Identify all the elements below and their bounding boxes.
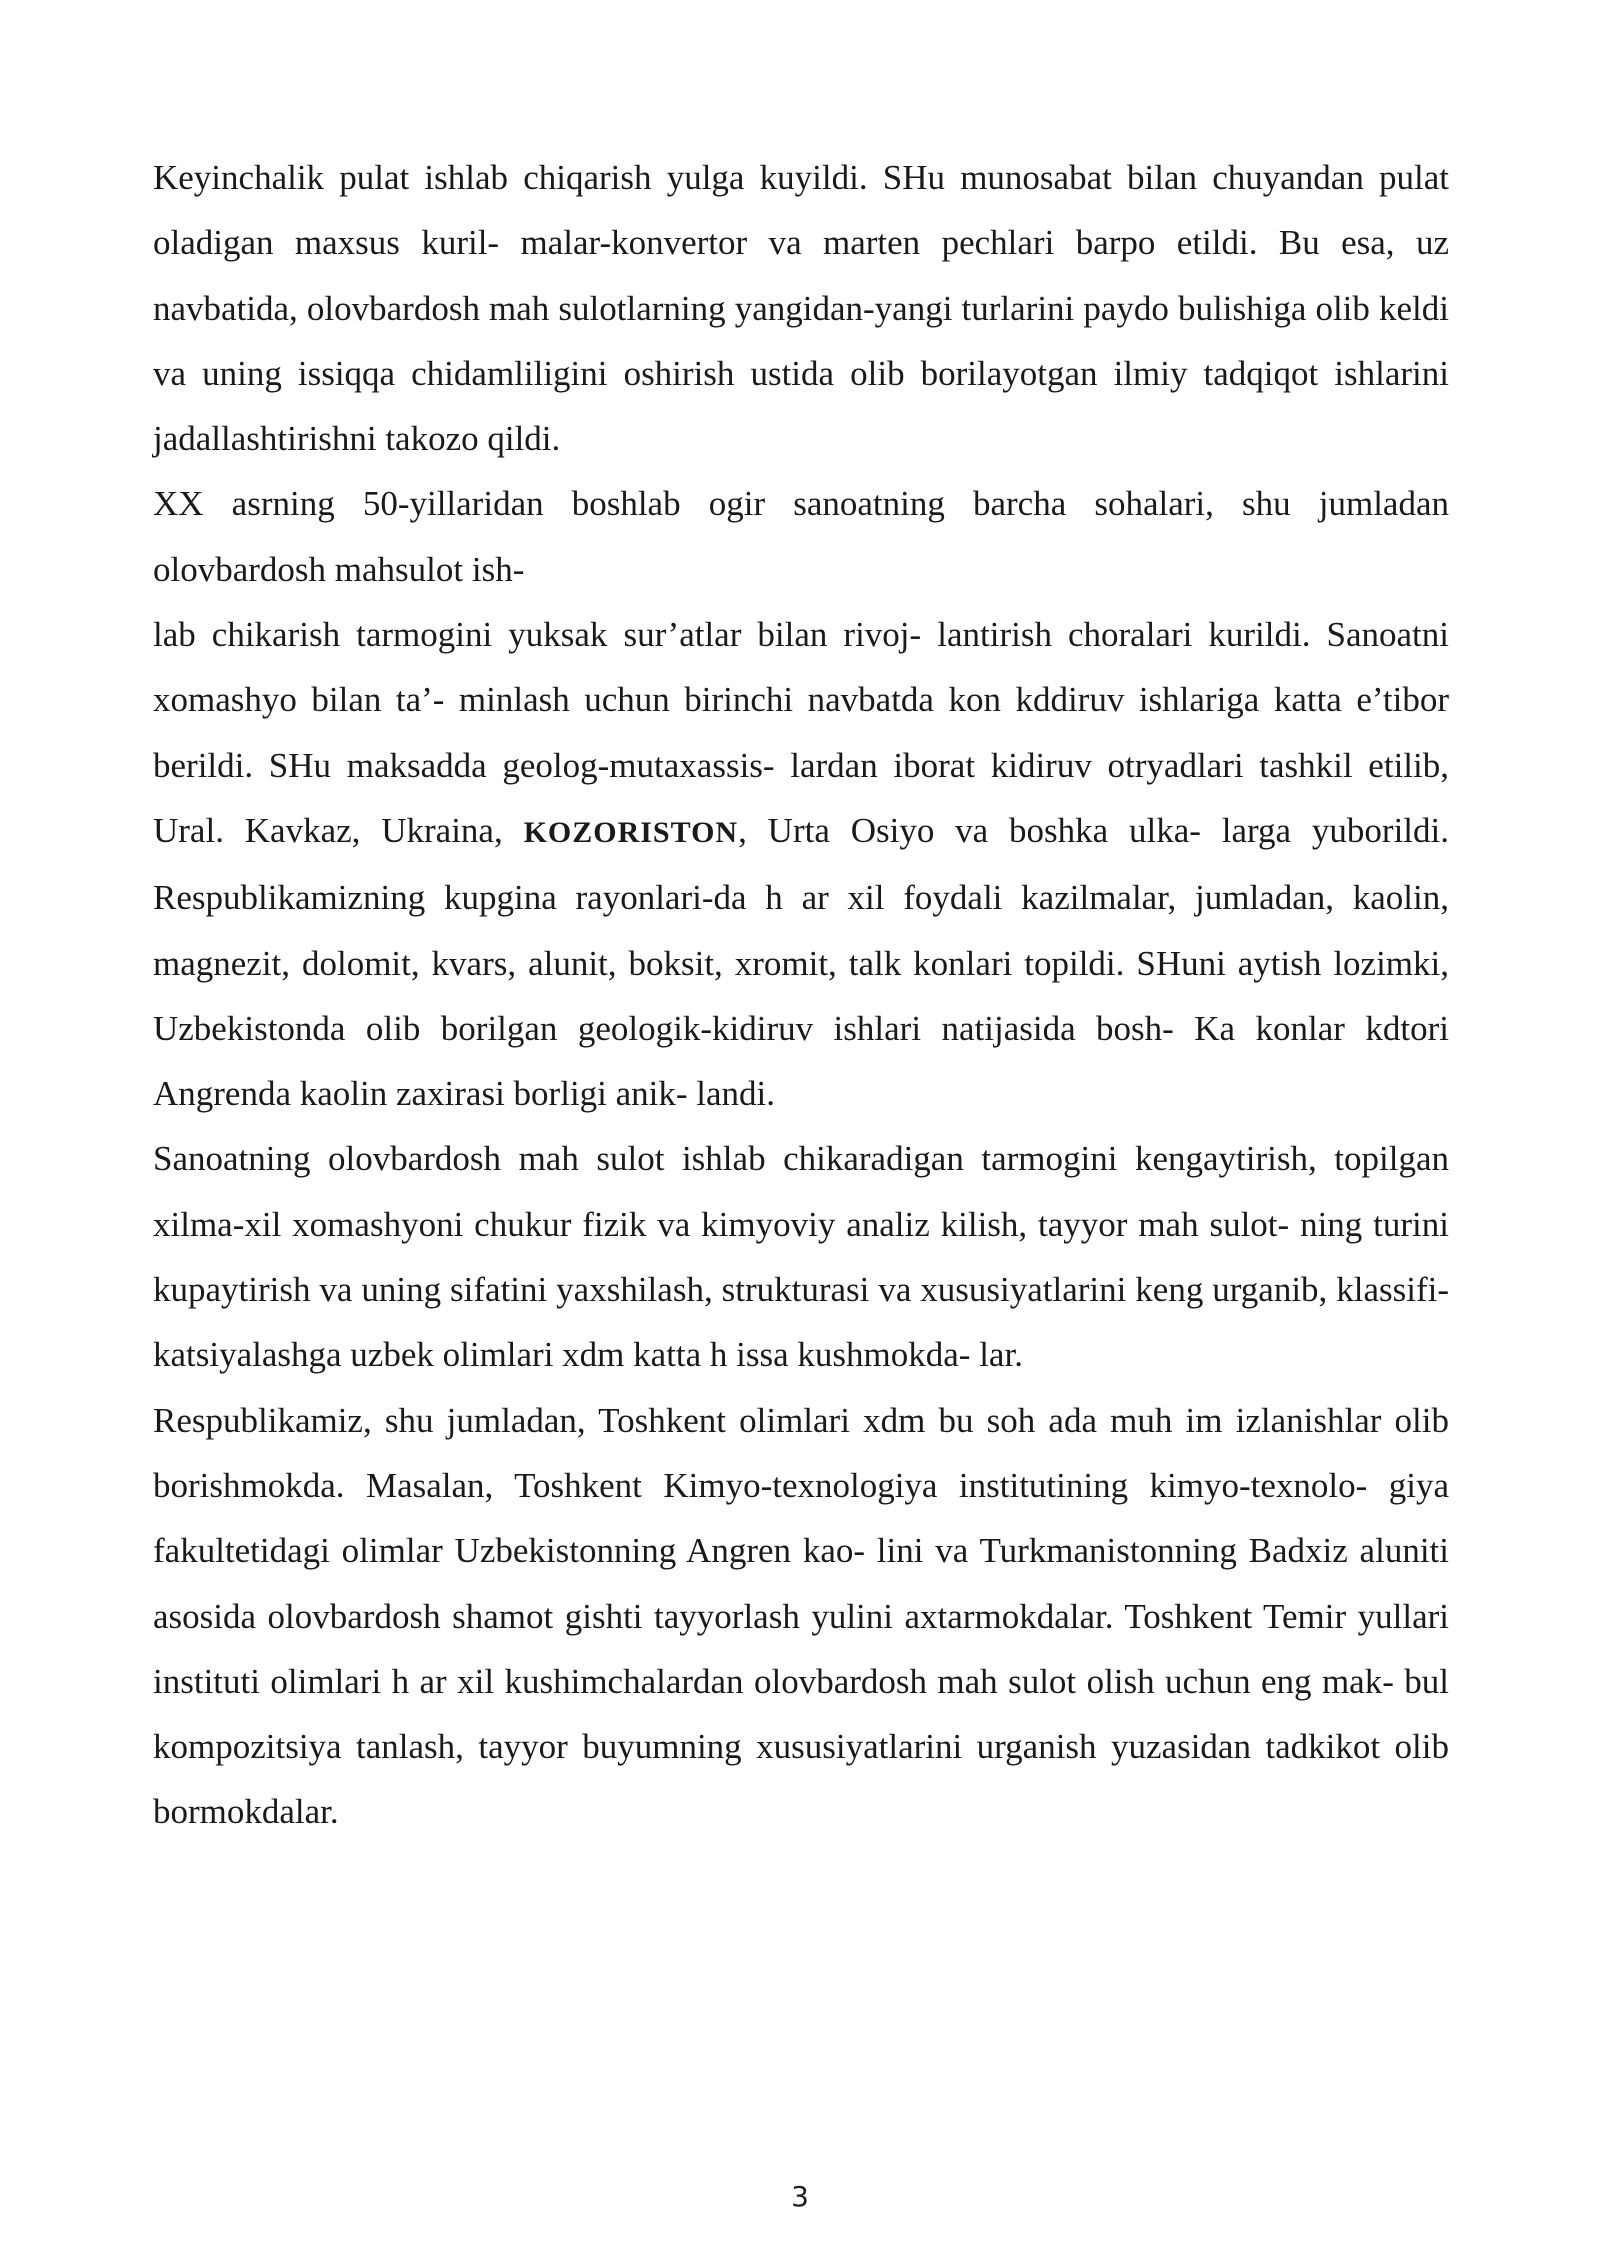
paragraph-3: [153, 602, 1449, 1126]
paragraph-3-text-after: , Urta Osiyo va boshka ulka- larga yuborildi. Respublikamizning kupgina rayonlari-da h ar xil foydali kazilmalar, jumladan, kaolin, magnezit, dolomit, kvars, alunit, boksit, xromit, talk konlari topildi. SHuni aytish lozimki, Uzbekistonda olib borilgan geologik-kidiruv ishlari natijasida bosh- Ka konlar kdtori Angrenda kaolin zaxirasi borligi anik- landi.: [153, 810, 1449, 1114]
paragraph-4: Sanoatning olovbardosh mah sulot ishlab chikaradigan tarmogini kengaytirish, topilgan xilma-xil xomashyoni chukur fizik va kimyoviy analiz kilish, tayyor mah sulot- ning turini kupaytirish va uning sifatini yaxshilash, strukturasi va xususiyatlarini keng urganib, klassifi- katsiyalashga uzbek olimlari xdm katta h issa kushmokda- lar.: [153, 1139, 1449, 1375]
body-text: [153, 145, 1449, 1845]
paragraph-5: Respublikamiz, shu jumladan, Toshkent olimlari xdm bu soh ada muh im izlanishlar olib borishmokda. Masalan, Toshkent Kimyo-texnologiya institutining kimyo-texnolo- giya fakultetidagi olimlar Uzbekistonning Angren kao- lini va Turkmanistonning Badxiz aluniti asosida olovbardosh shamot gishti tayyorlash yulini axtarmokdalar. Toshkent Temir yullari instituti olimlari h ar xil kushimchalardan olovbardosh mah sulot olish uchun eng mak- bul kompozitsiya tanlash, tayyor buyumning xususiyatlarini urganish yuzasidan tadkikot olib bormokdalar.: [153, 1400, 1449, 1832]
paragraph-1: Keyinchalik pulat ishlab chiqarish yulga kuyildi. SHu munosabat bilan chuyandan pulat oladigan maxsus kuril- malar-konvertor va marten pechlari barpo etildi. Bu esa, uz navbatida, olovbardosh mah sulotlarning yangidan-yangi turlarini paydo bulishiga olib keldi va uning issiqqa chidamliligini oshirish ustida olib borilayotgan ilmiy tadqiqot ishlarini jadallashtirishni takozo qildi.: [153, 158, 1449, 459]
paragraph-3-bold-word: KOZORISTON: [523, 815, 739, 849]
page-number: 3: [791, 2180, 809, 2213]
paragraph-3-text-before: lab chikarish tarmogini yuksak sur’atlar bilan rivoj- lantirish choralari kurildi. Sanoatni xomashyo bilan ta’- minlash uchun birinchi navbatda kon kddiruv ishlariga katta e’tibor berildi. SHu maksadda geolog-mutaxassis- lardan iborat kidiruv otryadlari tashkil etilib, Ural. Kavkaz, Ukraina,: [153, 615, 1449, 850]
paragraph-2: XX asrning 50-yillaridan boshlab ogir sanoatning barcha sohalari, shu jumladan olovbardosh mahsulot ish-: [153, 484, 1449, 589]
